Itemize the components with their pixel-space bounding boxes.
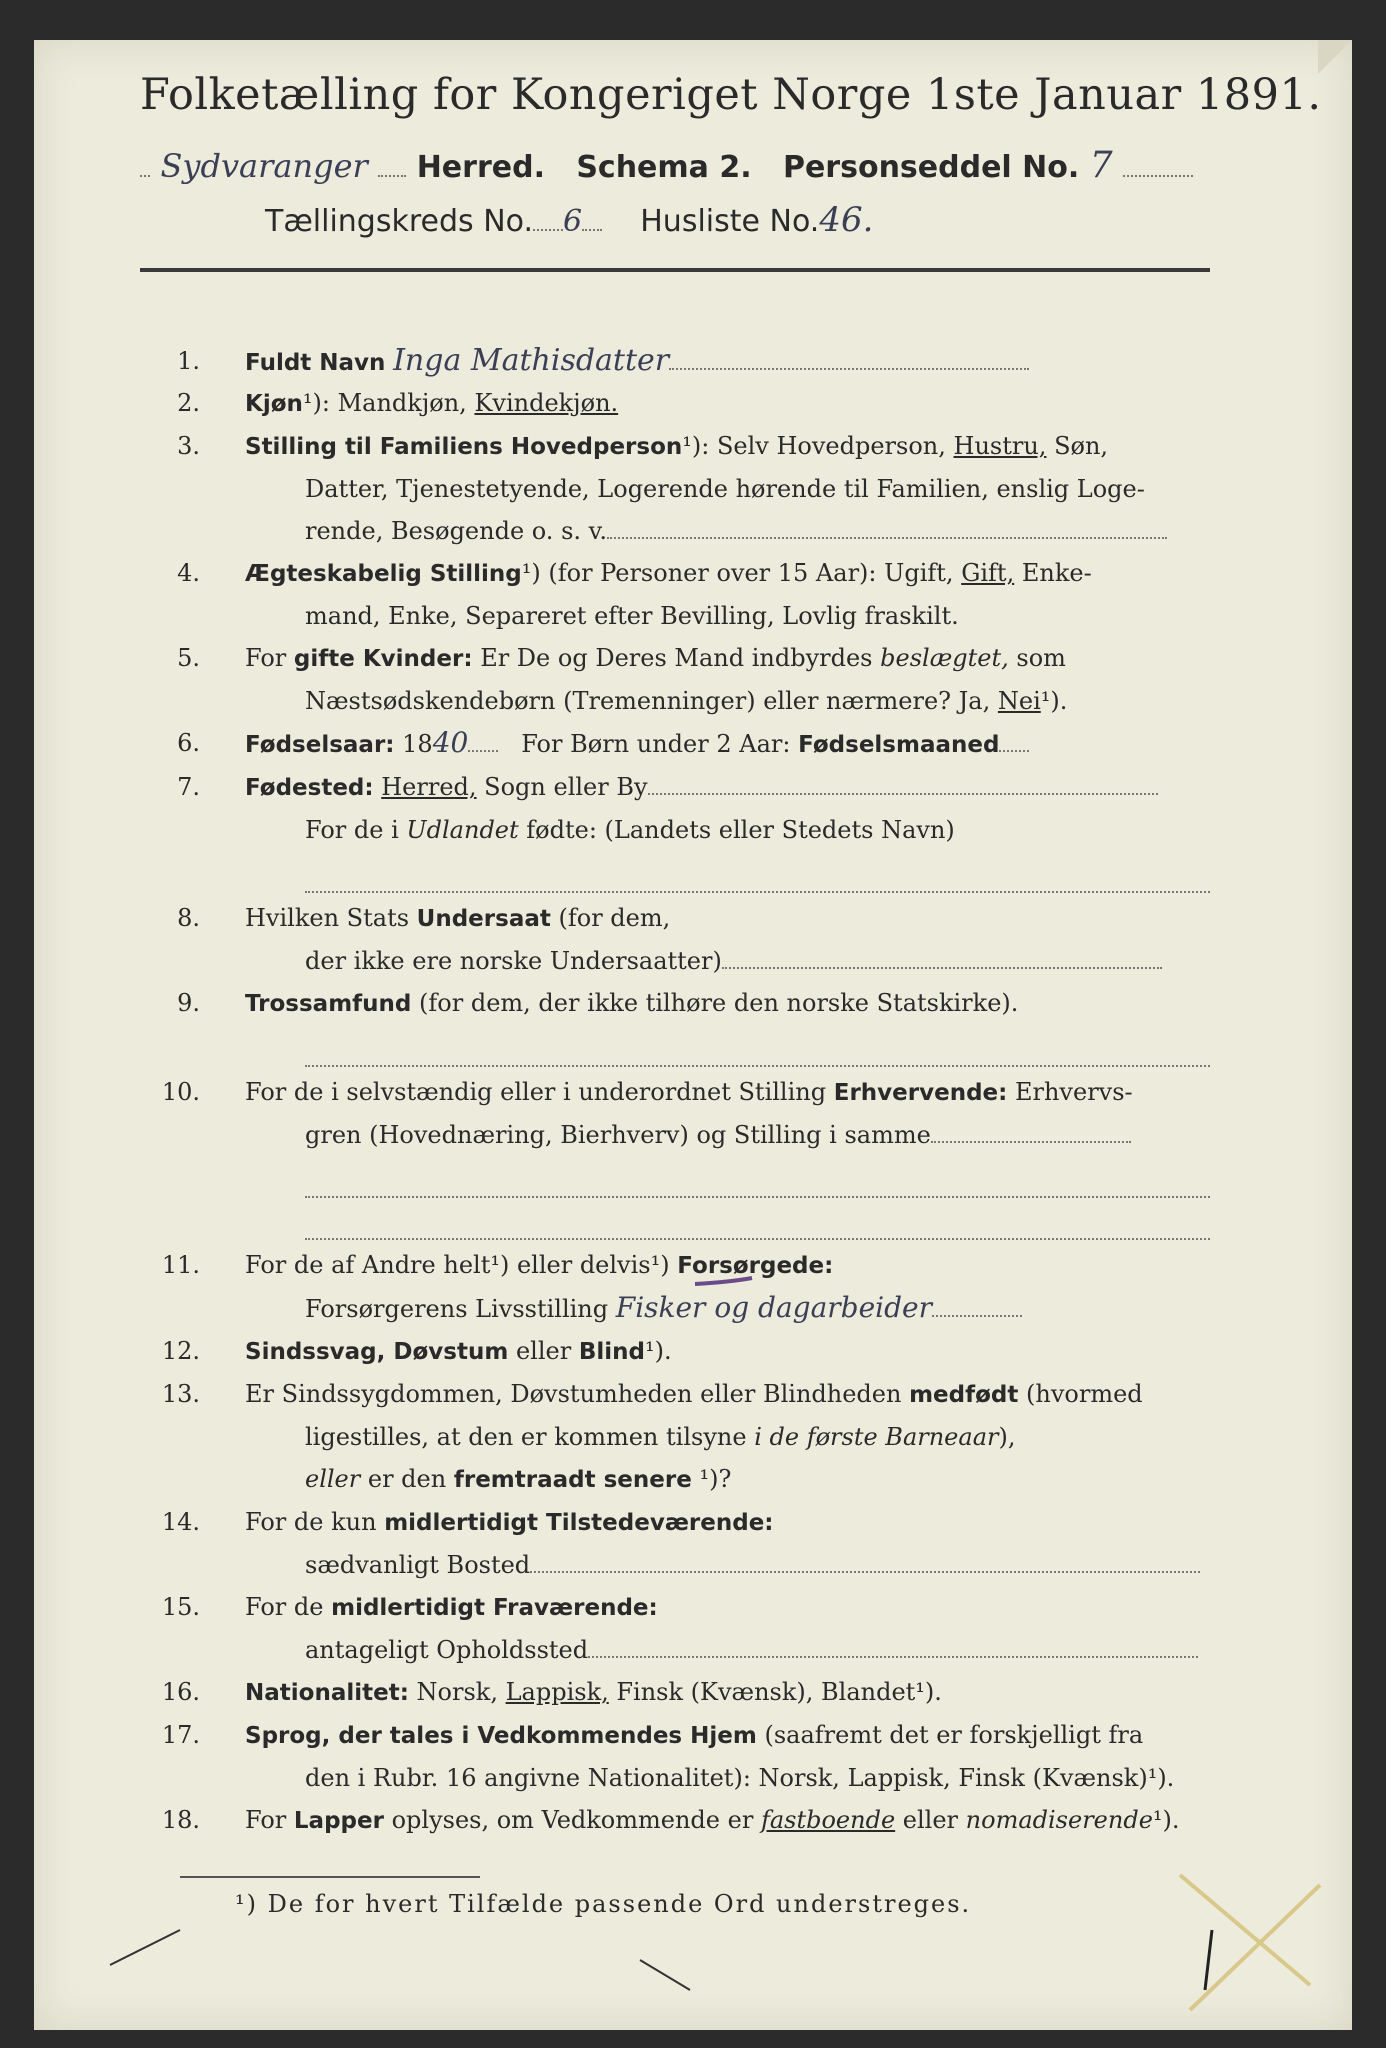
item-13 <box>140 1373 1220 1501</box>
item-number: 14. <box>161 1508 200 1536</box>
item-label: midlertidigt Tilstedeværende: <box>384 1510 774 1536</box>
dotted-fill <box>722 947 1162 969</box>
item-text: ), <box>998 1423 1016 1451</box>
item-italic: Udlandet <box>406 816 519 844</box>
item-number: 10. <box>161 1078 200 1106</box>
item-text: ¹)? <box>699 1465 732 1493</box>
item-7 <box>140 766 1220 893</box>
item-continuation: antageligt Opholdssted <box>305 1636 589 1664</box>
item-text: ¹): Mandkjøn, <box>302 389 467 417</box>
blank-dotted-line <box>305 1156 1210 1198</box>
item-text: fødte: (Landets eller Stedets Navn) <box>526 816 955 844</box>
item-10 <box>140 1071 1220 1240</box>
item-italic: eller <box>305 1465 361 1493</box>
item-3 <box>140 425 1220 552</box>
item-label: Sprog, der tales i Vedkommendes Hjem <box>245 1723 757 1749</box>
item-text: (for dem, <box>558 904 671 932</box>
dotted-fill <box>669 348 1029 370</box>
item-16 <box>140 1671 1220 1714</box>
husliste-label: Husliste No. <box>640 204 820 239</box>
header-line-herred <box>140 145 1230 195</box>
header-rule <box>140 268 1210 272</box>
item-number: 12. <box>161 1337 200 1365</box>
item-label: Sindssvag, Døvstum <box>245 1339 509 1365</box>
dotted-fill <box>140 169 150 177</box>
item-number: 5. <box>177 644 200 672</box>
item-text: For <box>245 644 287 672</box>
kreds-handwritten-value: 6 <box>563 204 583 239</box>
item-text: Enke- <box>1021 559 1092 587</box>
item-text: Er De og Deres Mand indbyrdes <box>480 644 873 672</box>
name-handwritten-value: Inga Mathisdatter <box>393 343 670 378</box>
dotted-fill <box>530 1551 1200 1573</box>
folded-corner <box>1318 40 1352 74</box>
item-6 <box>140 722 1220 766</box>
husliste-handwritten-value: 46. <box>819 200 874 240</box>
item-text: Finsk (Kvænsk), Blandet¹). <box>616 1678 942 1706</box>
item-text: For de af Andre helt¹) eller delvis¹) <box>245 1251 670 1279</box>
item-text: som <box>1016 644 1066 672</box>
blank-dotted-line <box>305 1198 1210 1240</box>
item-label: Undersaat <box>416 906 551 932</box>
item-15 <box>140 1586 1220 1671</box>
item-text: eller <box>902 1806 959 1834</box>
item-text: er den <box>367 1465 447 1493</box>
item-text: (for dem, der ikke tilhøre den norske Statskirke). <box>419 989 1019 1017</box>
footnote: ¹) De for hvert Tilfælde passende Ord understreges. <box>235 1890 972 1918</box>
item-label: Trossamfund <box>245 991 412 1017</box>
item-text: ¹) (for Personer over 15 Aar): Ugift, <box>521 559 954 587</box>
item-number: 6. <box>177 729 200 757</box>
item-number: 9. <box>177 989 200 1017</box>
item-number: 8. <box>177 904 200 932</box>
item-continuation: gren (Hovednæring, Bierhverv) og Stilling i samme <box>305 1121 931 1149</box>
item-label: Fødselsaar: <box>245 732 395 758</box>
form-title: Folketælling for Kongeriget Norge 1ste Januar 1891. <box>140 70 1322 120</box>
item-label: Fødested: <box>245 775 374 801</box>
item-8 <box>140 897 1220 982</box>
item-italic: i de første Barneaar <box>754 1423 999 1451</box>
dotted-fill <box>931 1121 1131 1143</box>
item-label: Kjøn <box>245 391 303 417</box>
dotted-fill <box>607 517 1167 539</box>
item-label: gifte Kvinder: <box>293 646 473 672</box>
item-text: ¹). <box>644 1337 672 1365</box>
item-continuation: ligestilles, at den er kommen tilsyne <box>305 1423 747 1451</box>
item-continuation: sædvanligt Bosted <box>305 1551 531 1579</box>
underlined-choice: Nei <box>997 687 1041 715</box>
dotted-fill <box>932 1295 1022 1317</box>
item-text: oplyses, om Vedkommende er <box>391 1806 754 1834</box>
dotted-fill <box>378 169 406 177</box>
item-label: Fuldt Navn <box>245 350 386 376</box>
item-number: 15. <box>161 1593 200 1621</box>
schema-label: Schema 2. <box>576 150 752 185</box>
item-italic: nomadiserende <box>965 1806 1153 1834</box>
item-text: For <box>245 1806 287 1834</box>
item-number: 3. <box>177 432 200 460</box>
item-text: ¹). <box>1040 687 1068 715</box>
item-italic: beslægtet, <box>880 644 1009 672</box>
item-text: Norsk, <box>416 1678 498 1706</box>
provider-occupation-handwritten-value: Fisker og dagarbeider <box>615 1291 932 1324</box>
item-text: Er Sindssygdommen, Døvstumheden eller Blindheden <box>245 1380 902 1408</box>
item-continuation: Datter, Tjenestetyende, Logerende hørende til Familien, enslig Loge- <box>305 475 1145 503</box>
item-label: Forsørgede: <box>677 1253 834 1279</box>
dotted-fill <box>588 1636 1198 1658</box>
item-continuation: Forsørgerens Livsstilling <box>305 1295 609 1323</box>
dotted-fill <box>533 223 563 231</box>
item-number: 16. <box>161 1678 200 1706</box>
personseddel-label: Personseddel No. <box>782 150 1080 185</box>
item-9 <box>140 982 1220 1067</box>
item-text: Sogn eller By <box>484 773 648 801</box>
item-14 <box>140 1501 1220 1586</box>
dotted-fill <box>582 223 602 231</box>
item-number: 17. <box>161 1721 200 1749</box>
item-label: Lapper <box>293 1808 384 1834</box>
item-number: 13. <box>161 1380 200 1408</box>
item-1 <box>140 340 1220 382</box>
item-label: Stilling til Familiens Hovedperson <box>245 434 683 460</box>
item-12 <box>140 1330 1220 1373</box>
dotted-fill <box>468 730 498 752</box>
dotted-fill <box>1123 169 1193 177</box>
item-label: fremtraadt senere <box>453 1467 692 1493</box>
item-text: ¹): Selv Hovedperson, <box>682 432 946 460</box>
item-17 <box>140 1714 1220 1799</box>
item-continuation: mand, Enke, Separeret efter Bevilling, Lovlig fraskilt. <box>305 602 959 630</box>
item-number: 7. <box>177 773 200 801</box>
item-number: 4. <box>177 559 200 587</box>
underlined-choice: fastboende <box>760 1806 896 1834</box>
item-continuation: rende, Besøgende o. s. v. <box>305 517 607 545</box>
item-text: Erhvervs- <box>1014 1078 1133 1106</box>
item-label: medfødt <box>909 1382 1019 1408</box>
item-text: Hvilken Stats <box>245 904 410 932</box>
underlined-choice: Gift, <box>961 559 1015 587</box>
item-11 <box>140 1244 1220 1330</box>
item-text: ¹). <box>1152 1806 1180 1834</box>
item-number: 2. <box>177 389 200 417</box>
item-text: For de i selvstændig eller i underordnet Stilling <box>245 1078 827 1106</box>
year-prefix: 18 <box>402 730 433 758</box>
underlined-choice: Hustru, <box>953 432 1047 460</box>
item-continuation: der ikke ere norske Undersaatter) <box>305 947 722 975</box>
item-continuation: den i Rubr. 16 angivne Nationalitet): Norsk, Lappisk, Finsk (Kvænsk)¹). <box>305 1764 1175 1792</box>
dotted-fill <box>999 730 1029 752</box>
blank-dotted-line <box>305 851 1210 893</box>
item-5 <box>140 637 1220 722</box>
header-line-kreds <box>265 200 1165 250</box>
footnote-rule <box>180 1876 480 1878</box>
herred-handwritten-value: Sydvaranger <box>160 147 368 185</box>
item-4 <box>140 552 1220 637</box>
personseddel-handwritten-value: 7 <box>1089 145 1113 186</box>
dotted-fill <box>648 773 1158 795</box>
item-text: For de kun <box>245 1508 377 1536</box>
item-text: For Børn under 2 Aar: <box>521 730 791 758</box>
item-2 <box>140 382 1220 425</box>
item-18 <box>140 1799 1220 1842</box>
item-continuation: For de i <box>305 816 399 844</box>
blank-dotted-line <box>305 1025 1210 1067</box>
item-text: For de <box>245 1593 324 1621</box>
underlined-choice: Herred, <box>381 773 477 801</box>
underlined-choice: Kvindekjøn. <box>474 389 619 417</box>
item-label: Nationalitet: <box>245 1680 409 1706</box>
item-number: 11. <box>161 1251 200 1279</box>
item-number: 1. <box>177 347 200 375</box>
item-label: Ægteskabelig Stilling <box>245 561 522 587</box>
birth-year-handwritten-value: 40 <box>432 726 469 759</box>
item-number: 18. <box>161 1806 200 1834</box>
form-items <box>140 340 1220 1842</box>
item-label: Blind <box>578 1339 645 1365</box>
kreds-label: Tællingskreds No. <box>265 204 533 239</box>
herred-label: Herred. <box>416 150 545 185</box>
item-label: midlertidigt Fraværende: <box>331 1595 658 1621</box>
item-continuation: Næstsødskendebørn (Tremenninger) eller nærmere? Ja, <box>305 687 991 715</box>
item-text: Søn, <box>1054 432 1109 460</box>
item-text: eller <box>515 1337 572 1365</box>
item-text: (hvormed <box>1026 1380 1143 1408</box>
underlined-choice: Lappisk, <box>505 1678 609 1706</box>
item-label: Erhvervende: <box>833 1080 1008 1106</box>
item-label: Fødselsmaaned <box>798 732 1000 758</box>
item-text: (saafremt det er forskjelligt fra <box>764 1721 1144 1749</box>
